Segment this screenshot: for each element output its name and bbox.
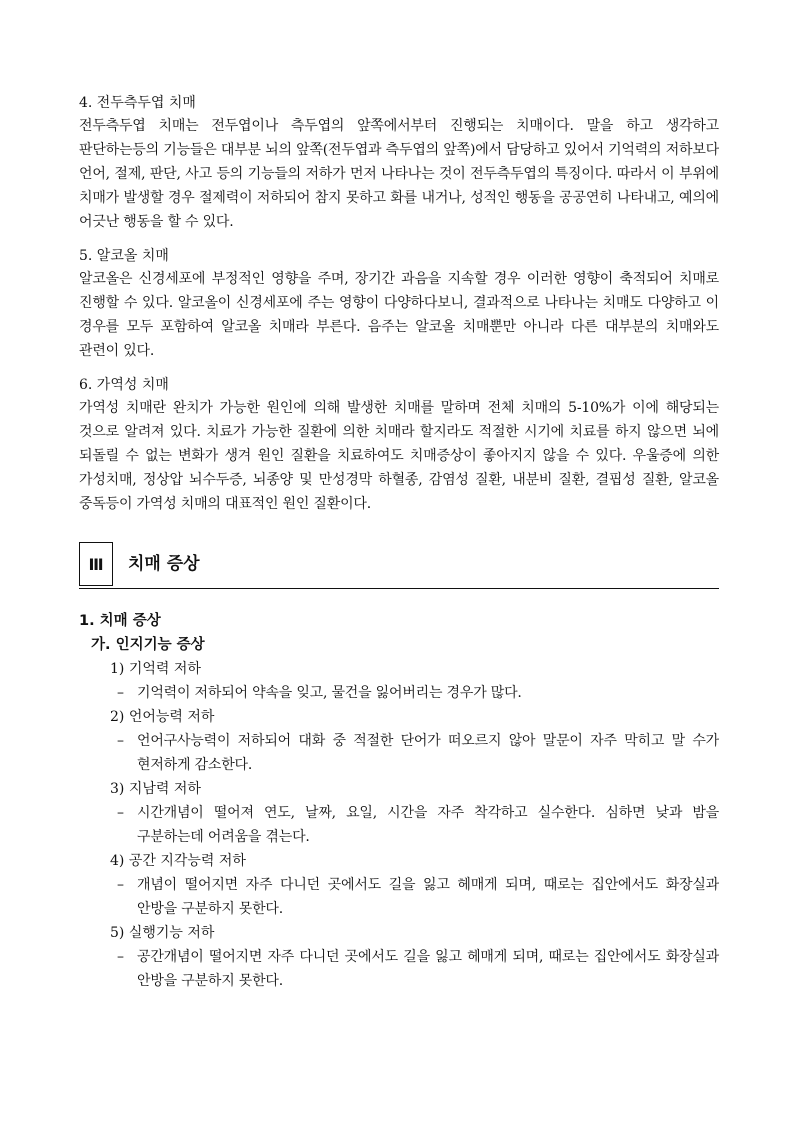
subsection-heading: 1. 치매 증상	[79, 613, 161, 629]
section-paragraph: 가역성 치매란 완치가 가능한 원인에 의해 발생한 치매를 말하며 전체 치매의 5-10%가 이에 해당되는 것으로 알려져 있다. 치료가 가능한 질환에 의한 치매라 할지라도 적절한 시기에 치료를 하지 않으면 뇌에 되돌릴 수 없는 변화가 생겨 원인 질환을 치료하여도 치매증상이 좋아지지 않을 수 있다. 우울증에 의한 가성치매, 정상압 뇌수두증, 뇌종양 및 만성경막 하혈종, 감염성 질환, 내분비 질환, 결핍성 질환, 알코올 중독등이 가역성 치매의 대표적인 원인 질환이다.	[79, 400, 719, 512]
subsection-subheading: 가. 인지기능 증상	[91, 637, 205, 653]
list-item	[79, 849, 719, 921]
dash-bullet: –	[117, 949, 124, 965]
list-item-title: 4) 공간 지각능력 저하	[110, 853, 246, 869]
section-paragraph: 알코올은 신경세포에 부정적인 영향을 주며, 장기간 과음을 지속할 경우 이러한 영향이 축적되어 치매로 진행할 수 있다. 알코올이 신경세포에 주는 영향이 다양하다보니, 결과적으로 나타나는 치매도 다양하고 이 경우를 모두 포함하여 알코올 치매라 부른다. 음주는 알코올 치매뿐만 아니라 다른 대부분의 치매와도 관련이 있다.	[79, 271, 719, 359]
list-item-text: – 개념이 떨어지면 자주 다니던 곳에서도 길을 잃고 헤매게 되며, 때로는 집안에서도 화장실과 안방을 구분하지 못한다.	[79, 873, 719, 921]
chapter-heading	[79, 542, 719, 589]
section-reversible	[79, 374, 719, 516]
list-item-title: 2) 언어능력 저하	[110, 709, 215, 725]
section-paragraph: 전두측두엽 치매는 전두엽이나 측두엽의 앞쪽에서부터 진행되는 치매이다. 말을 하고 생각하고 판단하는등의 기능들은 대부분 뇌의 앞쪽(전두엽과 측두엽의 앞쪽)에서 담당하고 있어서 기억력의 저하보다 언어, 절제, 판단, 사고 등의 기능들의 저하가 먼저 나타나는 것이 전두측두엽의 특징이다. 따라서 이 부위에 치매가 발생할 경우 절제력이 저하되어 참지 못하고 화를 내거나, 성적인 행동을 공공연히 나타내고, 예의에 어긋난 행동을 할 수 있다.	[79, 118, 719, 230]
section-frontotemporal	[79, 92, 719, 234]
chapter-number-box: Ⅲ	[79, 542, 113, 586]
list-item-text: – 공간개념이 떨어지면 자주 다니던 곳에서도 길을 잃고 헤매게 되며, 때로는 집안에서도 화장실과 안방을 구분하지 못한다.	[79, 945, 719, 993]
document-page	[79, 92, 719, 993]
list-item	[79, 777, 719, 849]
section-heading: 4. 전두측두엽 치매	[79, 95, 196, 111]
section-alcohol	[79, 245, 719, 363]
list-item	[79, 705, 719, 777]
symptom-list	[79, 657, 719, 993]
list-item-title: 1) 기억력 저하	[110, 661, 201, 677]
list-item-text: – 언어구사능력이 저하되어 대화 중 적절한 단어가 떠오르지 않아 말문이 자주 막히고 말 수가 현저하게 감소한다.	[79, 729, 719, 777]
list-item-title: 3) 지남력 저하	[110, 781, 201, 797]
section-heading: 6. 가역성 치매	[79, 377, 169, 393]
chapter-title: 치매 증상	[128, 554, 200, 574]
list-item-title: 5) 실행기능 저하	[110, 925, 215, 941]
list-item-text: – 시간개념이 떨어져 연도, 날짜, 요일, 시간을 자주 착각하고 실수한다. 심하면 낮과 밤을 구분하는데 어려움을 겪는다.	[79, 801, 719, 849]
dash-bullet: –	[117, 877, 124, 893]
list-item	[79, 921, 719, 993]
dash-bullet: –	[117, 685, 124, 701]
section-heading: 5. 알코올 치매	[79, 248, 169, 264]
dash-bullet: –	[117, 733, 124, 749]
list-item-text: – 기억력이 저하되어 약속을 잊고, 물건을 잃어버리는 경우가 많다.	[79, 681, 719, 705]
dash-bullet: –	[117, 805, 124, 821]
list-item	[79, 657, 719, 705]
